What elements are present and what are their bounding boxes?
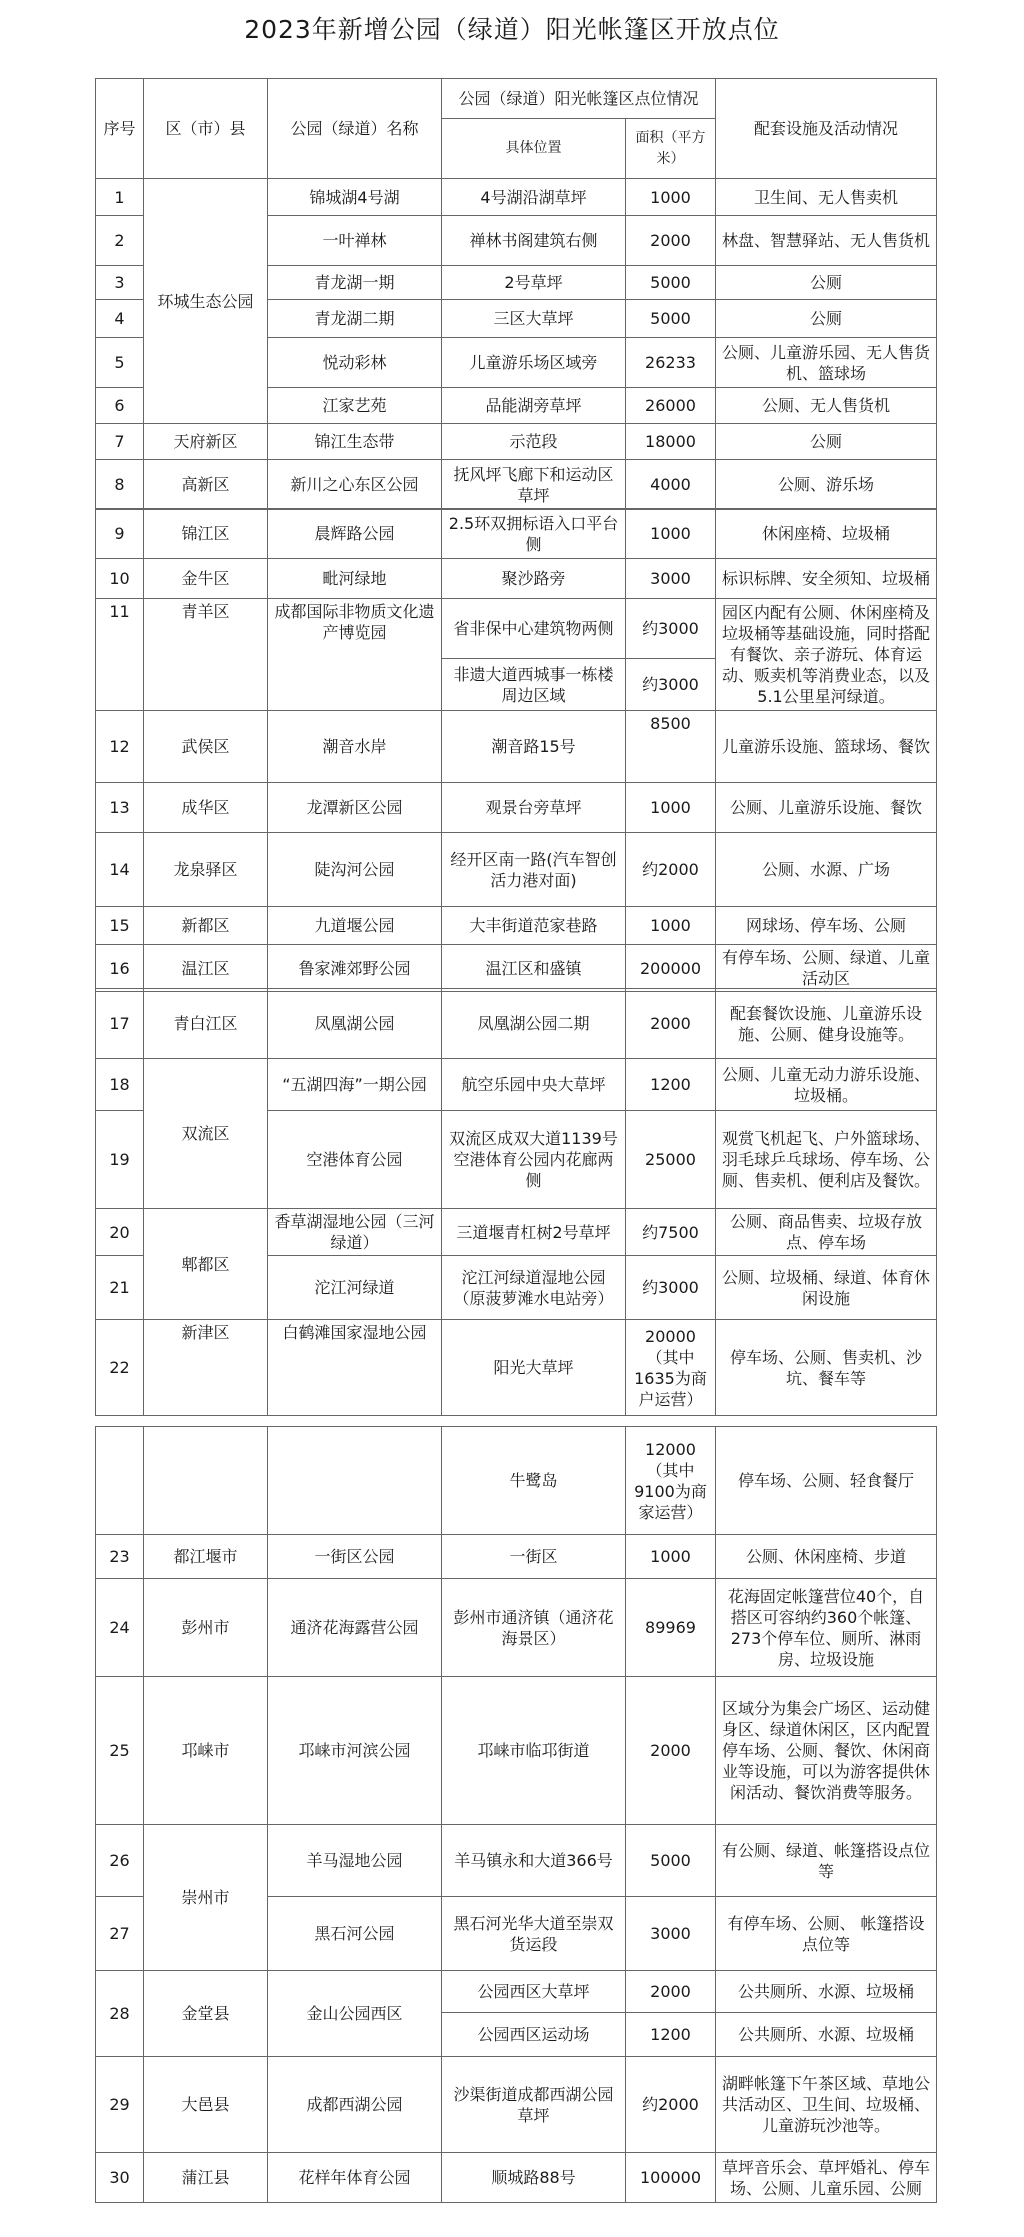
cell-district: 龙泉驿区 bbox=[144, 833, 268, 907]
cell-park: 花样年体育公园 bbox=[268, 2153, 442, 2203]
cell-no: 22 bbox=[96, 1320, 144, 1416]
cell-location: 2.5环双拥标语入口平台侧 bbox=[442, 509, 626, 559]
cell-facilities: 林盘、智慧驿站、无人售货机 bbox=[716, 216, 937, 266]
cell-facilities: 卫生间、无人售卖机 bbox=[716, 179, 937, 216]
cell-location: 三区大草坪 bbox=[442, 300, 626, 338]
cell-location: 彭州市通济镇（通济花海景区） bbox=[442, 1579, 626, 1677]
cell-location: 凤凰湖公园二期 bbox=[442, 989, 626, 1059]
cell-area: 89969 bbox=[626, 1579, 716, 1677]
cell-no: 25 bbox=[96, 1677, 144, 1825]
cell-location: 儿童游乐场区域旁 bbox=[442, 338, 626, 388]
header-no: 序号 bbox=[96, 79, 144, 179]
cell-no: 5 bbox=[96, 338, 144, 388]
cell-location: 沙渠街道成都西湖公园草坪 bbox=[442, 2057, 626, 2153]
cell-no: 4 bbox=[96, 300, 144, 338]
cell-area: 26233 bbox=[626, 338, 716, 388]
cell-no: 18 bbox=[96, 1059, 144, 1111]
header-facilities: 配套设施及活动情况 bbox=[716, 79, 937, 179]
cell-facilities: 公厕 bbox=[716, 424, 937, 460]
cell-area: 5000 bbox=[626, 300, 716, 338]
cell-area: 约2000 bbox=[626, 2057, 716, 2153]
cell-district: 环城生态公园 bbox=[144, 179, 268, 424]
cell-district: 高新区 bbox=[144, 460, 268, 510]
cell-no: 19 bbox=[96, 1111, 144, 1209]
cell-park: 新川之心东区公园 bbox=[268, 460, 442, 510]
cell-no: 26 bbox=[96, 1825, 144, 1897]
cell-park: 邛崃市河滨公园 bbox=[268, 1677, 442, 1825]
cell-park: 江家艺苑 bbox=[268, 388, 442, 424]
cell-location: 品能湖旁草坪 bbox=[442, 388, 626, 424]
cell-location: 非遗大道西城事一栋楼周边区域 bbox=[442, 659, 626, 711]
cell-park: 青龙湖二期 bbox=[268, 300, 442, 338]
cell-facilities: 有停车场、公厕、绿道、儿童活动区 bbox=[716, 945, 937, 992]
cell-area: 约3000 bbox=[626, 1256, 716, 1320]
table-row bbox=[96, 509, 937, 559]
cell-facilities: 儿童游乐设施、篮球场、餐饮 bbox=[716, 711, 937, 783]
cell-location: 航空乐园中央大草坪 bbox=[442, 1059, 626, 1111]
cell-facilities: 公厕、儿童游乐园、无人售货机、篮球场 bbox=[716, 338, 937, 388]
cell-district: 青羊区 bbox=[144, 599, 268, 711]
cell-district: 锦江区 bbox=[144, 509, 268, 559]
cell-facilities: 区域分为集会广场区、运动健身区、绿道休闲区，区内配置停车场、公厕、餐饮、休闲商业等设施，可以为游客提供休闲活动、餐饮消费等服务。 bbox=[716, 1677, 937, 1825]
cell-no: 7 bbox=[96, 424, 144, 460]
table-section-4 bbox=[95, 1426, 937, 1971]
table-row bbox=[96, 179, 937, 216]
table-row bbox=[96, 1579, 937, 1677]
table-row bbox=[96, 2153, 937, 2203]
cell-area: 5000 bbox=[626, 266, 716, 300]
cell-park: 成都西湖公园 bbox=[268, 2057, 442, 2153]
cell-district: 彭州市 bbox=[144, 1579, 268, 1677]
cell-district: 都江堰市 bbox=[144, 1535, 268, 1579]
cell-facilities: 停车场、公厕、售卖机、沙坑、餐车等 bbox=[716, 1320, 937, 1416]
table-row bbox=[96, 1059, 937, 1111]
cell-facilities: 公厕、无人售货机 bbox=[716, 388, 937, 424]
cell-park: 金山公园西区 bbox=[268, 1971, 442, 2057]
cell-facilities: 湖畔帐篷下午茶区域、草地公共活动区、卫生间、垃圾桶、儿童游玩沙池等。 bbox=[716, 2057, 937, 2153]
cell-district: 新津区 bbox=[144, 1320, 268, 1416]
cell-park: “五湖四海”一期公园 bbox=[268, 1059, 442, 1111]
cell-facilities: 公厕、儿童无动力游乐设施、垃圾桶。 bbox=[716, 1059, 937, 1111]
cell-facilities: 公共厕所、水源、垃圾桶 bbox=[716, 2013, 937, 2057]
cell-location: 示范段 bbox=[442, 424, 626, 460]
cell-facilities: 停车场、公厕、轻食餐厅 bbox=[716, 1427, 937, 1535]
cell-park: 沱江河绿道 bbox=[268, 1256, 442, 1320]
cell-facilities: 公厕 bbox=[716, 300, 937, 338]
cell-no: 28 bbox=[96, 1971, 144, 2057]
cell-area: 20000（其中1635为商户运营） bbox=[626, 1320, 716, 1416]
cell-area: 1000 bbox=[626, 907, 716, 945]
cell-no: 24 bbox=[96, 1579, 144, 1677]
cell-park: 一街区公园 bbox=[268, 1535, 442, 1579]
cell-area: 1200 bbox=[626, 2013, 716, 2057]
table-row bbox=[96, 1825, 937, 1897]
cell-facilities: 配套餐饮设施、儿童游乐设施、公厕、健身设施等。 bbox=[716, 989, 937, 1059]
cell-area: 18000 bbox=[626, 424, 716, 460]
cell-park: 陡沟河公园 bbox=[268, 833, 442, 907]
cell-location: 省非保中心建筑物两侧 bbox=[442, 599, 626, 659]
table-row bbox=[96, 599, 937, 659]
table-row bbox=[96, 559, 937, 599]
cell-no: 29 bbox=[96, 2057, 144, 2153]
cell-location: 潮音路15号 bbox=[442, 711, 626, 783]
cell-location: 顺城路88号 bbox=[442, 2153, 626, 2203]
cell-area: 2000 bbox=[626, 216, 716, 266]
cell-area: 2000 bbox=[626, 989, 716, 1059]
table-row bbox=[96, 2057, 937, 2153]
table-row bbox=[96, 1320, 937, 1416]
cell-location: 聚沙路旁 bbox=[442, 559, 626, 599]
table-row bbox=[96, 945, 937, 992]
cell-district: 青白江区 bbox=[144, 989, 268, 1059]
cell-district: 大邑县 bbox=[144, 2057, 268, 2153]
cell-location: 邛崃市临邛街道 bbox=[442, 1677, 626, 1825]
table-section-3 bbox=[95, 988, 937, 1416]
cell-district: 武侯区 bbox=[144, 711, 268, 783]
cell-no: 3 bbox=[96, 266, 144, 300]
cell-no: 20 bbox=[96, 1209, 144, 1256]
cell-facilities: 公厕 bbox=[716, 266, 937, 300]
cell-location: 公园西区运动场 bbox=[442, 2013, 626, 2057]
cell-park: 凤凰湖公园 bbox=[268, 989, 442, 1059]
cell-park: 悦动彩林 bbox=[268, 338, 442, 388]
table-row bbox=[96, 989, 937, 1059]
cell-no: 9 bbox=[96, 509, 144, 559]
table-row bbox=[96, 1535, 937, 1579]
cell-no: 10 bbox=[96, 559, 144, 599]
cell-empty bbox=[144, 1427, 268, 1535]
cell-district: 蒲江县 bbox=[144, 2153, 268, 2203]
cell-no: 2 bbox=[96, 216, 144, 266]
cell-park: 龙潭新区公园 bbox=[268, 783, 442, 833]
cell-area: 约2000 bbox=[626, 833, 716, 907]
cell-district: 温江区 bbox=[144, 945, 268, 992]
cell-no: 15 bbox=[96, 907, 144, 945]
cell-location: 禅林书阁建筑右侧 bbox=[442, 216, 626, 266]
cell-no: 23 bbox=[96, 1535, 144, 1579]
cell-location: 2号草坪 bbox=[442, 266, 626, 300]
cell-empty bbox=[268, 1427, 442, 1535]
table-row bbox=[96, 711, 937, 783]
cell-no: 21 bbox=[96, 1256, 144, 1320]
cell-park: 锦城湖4号湖 bbox=[268, 179, 442, 216]
cell-area: 约3000 bbox=[626, 599, 716, 659]
table-row bbox=[96, 424, 937, 460]
cell-no: 8 bbox=[96, 460, 144, 510]
header-area: 面积（平方米） bbox=[626, 119, 716, 179]
cell-facilities: 园区内配有公厕、休闲座椅及垃圾桶等基础设施，同时搭配有餐饮、亲子游玩、体育运动、贩卖机等消费业态，以及5.1公里星河绿道。 bbox=[716, 599, 937, 711]
cell-district: 崇州市 bbox=[144, 1825, 268, 1971]
cell-area: 2000 bbox=[626, 1677, 716, 1825]
cell-location: 沱江河绿道湿地公园（原菠萝滩水电站旁） bbox=[442, 1256, 626, 1320]
cell-area: 1000 bbox=[626, 509, 716, 559]
cell-park: 毗河绿地 bbox=[268, 559, 442, 599]
cell-park: 潮音水岸 bbox=[268, 711, 442, 783]
cell-area: 2000 bbox=[626, 1971, 716, 2013]
cell-park: 一叶禅林 bbox=[268, 216, 442, 266]
cell-facilities: 公厕、水源、广场 bbox=[716, 833, 937, 907]
cell-area: 5000 bbox=[626, 1825, 716, 1897]
cell-area: 25000 bbox=[626, 1111, 716, 1209]
cell-facilities: 公共厕所、水源、垃圾桶 bbox=[716, 1971, 937, 2013]
cell-no: 12 bbox=[96, 711, 144, 783]
cell-facilities: 观赏飞机起飞、户外篮球场、羽毛球乒乓球场、停车场、公厕、售卖机、便利店及餐饮。 bbox=[716, 1111, 937, 1209]
cell-area: 1000 bbox=[626, 783, 716, 833]
cell-area: 1000 bbox=[626, 1535, 716, 1579]
header-park: 公园（绿道）名称 bbox=[268, 79, 442, 179]
cell-district: 天府新区 bbox=[144, 424, 268, 460]
cell-no: 6 bbox=[96, 388, 144, 424]
cell-location: 羊马镇永和大道366号 bbox=[442, 1825, 626, 1897]
page-title: 2023年新增公园（绿道）阳光帐篷区开放点位 bbox=[244, 15, 780, 44]
cell-location: 双流区成双大道1139号空港体育公园内花廊两侧 bbox=[442, 1111, 626, 1209]
cell-facilities: 休闲座椅、垃圾桶 bbox=[716, 509, 937, 559]
cell-area: 100000 bbox=[626, 2153, 716, 2203]
cell-location: 公园西区大草坪 bbox=[442, 1971, 626, 2013]
table-section-2 bbox=[95, 508, 937, 992]
cell-area: 8500 bbox=[626, 711, 716, 783]
cell-location: 黑石河光华大道至崇双货运段 bbox=[442, 1897, 626, 1971]
header-group: 公园（绿道）阳光帐篷区点位情况 bbox=[442, 79, 716, 119]
cell-park: 鲁家滩郊野公园 bbox=[268, 945, 442, 992]
cell-district: 金牛区 bbox=[144, 559, 268, 599]
cell-park: 白鹤滩国家湿地公园 bbox=[268, 1320, 442, 1416]
cell-area: 200000 bbox=[626, 945, 716, 992]
cell-park: 九道堰公园 bbox=[268, 907, 442, 945]
table-row bbox=[96, 1677, 937, 1825]
cell-location: 大丰街道范家巷路 bbox=[442, 907, 626, 945]
cell-facilities: 公厕、休闲座椅、步道 bbox=[716, 1535, 937, 1579]
cell-facilities: 花海固定帐篷营位40个，自搭区可容纳约360个帐篷、273个停车位、厕所、淋雨房、垃圾设施 bbox=[716, 1579, 937, 1677]
table-section-5 bbox=[95, 1970, 937, 2203]
cell-park: 晨辉路公园 bbox=[268, 509, 442, 559]
table-row bbox=[96, 833, 937, 907]
cell-facilities: 网球场、停车场、公厕 bbox=[716, 907, 937, 945]
cell-empty bbox=[96, 1427, 144, 1535]
cell-district: 双流区 bbox=[144, 1059, 268, 1209]
table-row bbox=[96, 1971, 937, 2013]
cell-no: 16 bbox=[96, 945, 144, 992]
cell-area: 4000 bbox=[626, 460, 716, 510]
table-row bbox=[96, 460, 937, 510]
table-row bbox=[96, 783, 937, 833]
cell-location: 观景台旁草坪 bbox=[442, 783, 626, 833]
cell-area: 约7500 bbox=[626, 1209, 716, 1256]
cell-facilities: 标识标牌、安全须知、垃圾桶 bbox=[716, 559, 937, 599]
cell-location: 温江区和盛镇 bbox=[442, 945, 626, 992]
cell-area: 3000 bbox=[626, 1897, 716, 1971]
table-row bbox=[96, 907, 937, 945]
cell-area: 26000 bbox=[626, 388, 716, 424]
table-row bbox=[96, 1209, 937, 1256]
cell-park: 香草湖湿地公园（三河绿道） bbox=[268, 1209, 442, 1256]
cell-facilities: 有公厕、绿道、帐篷搭设点位等 bbox=[716, 1825, 937, 1897]
cell-area: 1000 bbox=[626, 179, 716, 216]
cell-district: 邛崃市 bbox=[144, 1677, 268, 1825]
cell-district: 成华区 bbox=[144, 783, 268, 833]
cell-location: 阳光大草坪 bbox=[442, 1320, 626, 1416]
cell-area: 约3000 bbox=[626, 659, 716, 711]
cell-park: 青龙湖一期 bbox=[268, 266, 442, 300]
cell-location: 经开区南一路(汽车智创活力港对面) bbox=[442, 833, 626, 907]
cell-location: 一街区 bbox=[442, 1535, 626, 1579]
cell-park: 锦江生态带 bbox=[268, 424, 442, 460]
cell-location: 牛鹭岛 bbox=[442, 1427, 626, 1535]
cell-park: 黑石河公园 bbox=[268, 1897, 442, 1971]
cell-no: 17 bbox=[96, 989, 144, 1059]
cell-no: 27 bbox=[96, 1897, 144, 1971]
cell-park: 成都国际非物质文化遗产博览园 bbox=[268, 599, 442, 711]
cell-facilities: 公厕、垃圾桶、绿道、体育休闲设施 bbox=[716, 1256, 937, 1320]
cell-location: 4号湖沿湖草坪 bbox=[442, 179, 626, 216]
cell-facilities: 公厕、游乐场 bbox=[716, 460, 937, 510]
cell-no: 11 bbox=[96, 599, 144, 711]
cell-area: 3000 bbox=[626, 559, 716, 599]
cell-district: 郫都区 bbox=[144, 1209, 268, 1320]
cell-location: 三道堰青杠树2号草坪 bbox=[442, 1209, 626, 1256]
cell-park: 通济花海露营公园 bbox=[268, 1579, 442, 1677]
cell-facilities: 公厕、儿童游乐设施、餐饮 bbox=[716, 783, 937, 833]
cell-facilities: 有停车场、公厕、 帐篷搭设点位等 bbox=[716, 1897, 937, 1971]
table-row bbox=[96, 1427, 937, 1535]
cell-area: 12000（其中9100为商家运营） bbox=[626, 1427, 716, 1535]
cell-no: 14 bbox=[96, 833, 144, 907]
cell-no: 13 bbox=[96, 783, 144, 833]
cell-location: 抚风坪飞廊下和运动区草坪 bbox=[442, 460, 626, 510]
cell-area: 1200 bbox=[626, 1059, 716, 1111]
cell-no: 1 bbox=[96, 179, 144, 216]
cell-district: 金堂县 bbox=[144, 1971, 268, 2057]
table-section-1 bbox=[95, 78, 937, 510]
cell-facilities: 公厕、商品售卖、垃圾存放点、停车场 bbox=[716, 1209, 937, 1256]
cell-park: 空港体育公园 bbox=[268, 1111, 442, 1209]
header-district: 区（市）县 bbox=[144, 79, 268, 179]
header-location: 具体位置 bbox=[442, 119, 626, 179]
cell-no: 30 bbox=[96, 2153, 144, 2203]
cell-district: 新都区 bbox=[144, 907, 268, 945]
cell-facilities: 草坪音乐会、草坪婚礼、停车场、公厕、儿童乐园、公厕 bbox=[716, 2153, 937, 2203]
cell-park: 羊马湿地公园 bbox=[268, 1825, 442, 1897]
